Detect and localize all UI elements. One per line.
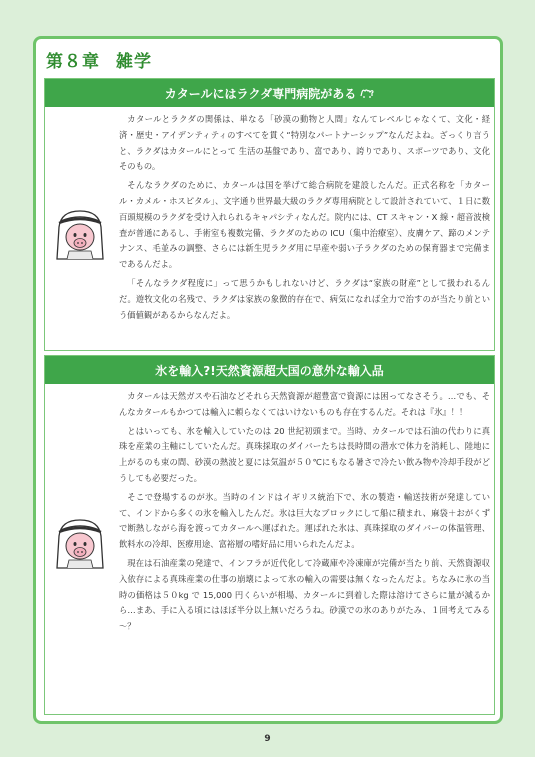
- section-camel-hospital: [44, 78, 495, 351]
- paragraph: そこで登場するのが氷。当時のインドはイギリス統治下で、氷の製造・輸送技術が発達していて、インドから多くの氷を輸入したんだ。氷は巨大なブロックにして船に積まれ、麻袋＋おがくずで断熱しながら海を渡ってカタールへ運ばれた。運ばれた氷は、真珠採取のダイバーの体温管理、飲料水の冷却、医療用途、富裕層の嗜好品に用いられたんだよ。: [119, 491, 490, 550]
- section-heading-text: カタールにはラクダ専門病院がある: [164, 86, 357, 101]
- section-heading-text: 氷を輸入?!天然資源超大国の意外な輸入品: [155, 363, 384, 378]
- paragraph: そんなラクダのために、カタールは国を挙げて総合病院を建設したんだ。正式名称を「カタール・カメル・ホスピタル」、文字通り世界最大級のラクダ専用病院として設計されていて、１日に数百頭規模のラクダを受け入れられるキャパシティなんだ。院内には、CT スキャン・X 線・超音波検査が普通にあるし、手術室も複数完備、ラクダのための ICU（集中治療室）、皮膚ケア、蹄のメンテナンス、毛並みの調整、さらには新生児ラクダ用に早産や弱い子ラクダのための保育器まで完備まであるんだよ。: [119, 180, 490, 270]
- paragraph: カタールとラクダの関係は、単なる「砂漠の動物と人間」なんてレベルじゃなくて、文化・経済・歴史・アイデンティティのすべてを貫く“特別なパートナーシップ”なんだよね。ざっくり言うと、ラクダはカタールにとって 生活の基盤であり、富であり、誇りであり、スポーツであり、文化そのもの。: [119, 114, 490, 172]
- chapter-name: 雑学: [116, 52, 152, 72]
- section-heading: [45, 79, 494, 107]
- page-frame: [33, 36, 503, 724]
- paragraph: とはいっても、氷を輸入していたのは 20 世紀初頭まで。当時、カタールでは石油の代わりに真珠を産業の主軸にしていたんだ。真珠採取のダイバーたちは長時間の潜水で体力を消耗し、陸地に上がるのも束の間、砂漠の熱波と夏には気温が５０℃にもなる暑さで冷たい飲み物や冷却手段がどうしても必要だった。: [119, 425, 490, 483]
- section-text: [119, 112, 490, 326]
- section-ice-import: [44, 355, 495, 715]
- camel-icon: [360, 87, 374, 99]
- mascot-avatar-icon: [53, 207, 107, 269]
- paragraph: カタールは天然ガスや石油などそれら天然資源が超豊富で資源には困ってなさそう。…でも、そんなカタールもかつては輸入に頼らなくてはいけないものも存在するんだ。それは『氷』！！: [119, 391, 490, 417]
- section-text: [119, 389, 490, 638]
- page-number: 9: [264, 734, 271, 744]
- paragraph: 「そんなラクダ程度に」って思うかもしれないけど、ラクダは“家族の財産”として扱われるんだ。遊牧文化の名残で、ラクダは家族の象徴的存在で、病気になれば全力で治すのが当たり前という価値観があるからなんだよ。: [119, 277, 490, 320]
- section-heading: [45, 356, 494, 384]
- mascot-avatar-icon: [53, 516, 107, 578]
- chapter-title: [46, 47, 152, 72]
- paragraph: 現在は石油産業の発達で、インフラが近代化して冷蔵庫や冷凍庫が完備が当たり前、天然資源収入依存による真珠産業の仕事の崩壊によって氷の輸入の需要は無くなったんだよ。ちなみに氷の当時の価格は５０kg で 15,000 円くらいが相場、カタールに到着した際は溶けてさらに量が減るから…まあ、手に入る頃にはほぼ半分以上無いだろうね。砂漠での氷のありがたみ、１回考えてみる～？: [119, 557, 490, 632]
- chapter-number: 第８章: [46, 52, 100, 72]
